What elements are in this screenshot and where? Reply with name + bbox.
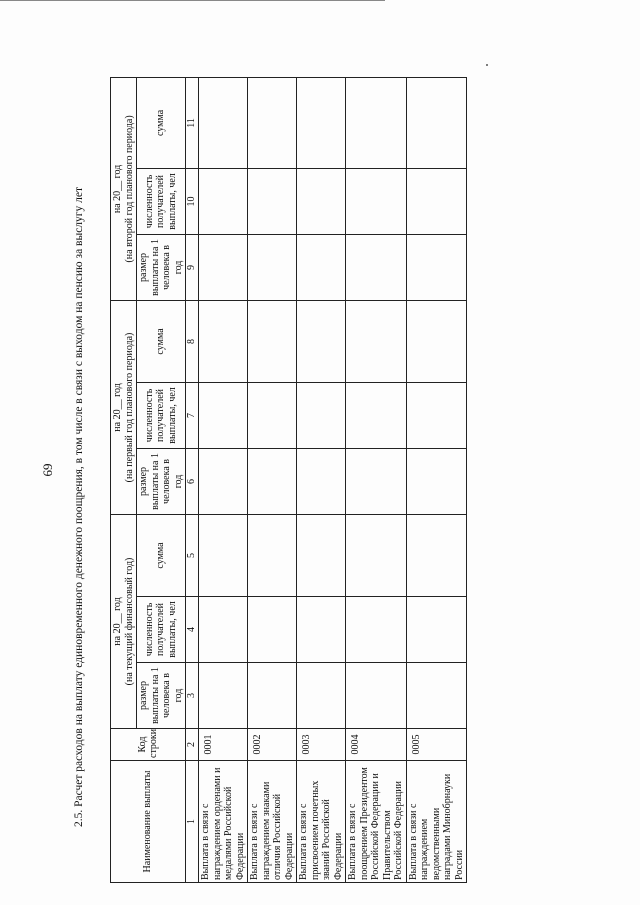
- data-cell: [248, 514, 297, 596]
- period-1-label: (на текущий финансовый год): [123, 557, 135, 686]
- col-num: 10: [186, 168, 199, 234]
- col-num: 1: [186, 761, 199, 883]
- data-cell: [248, 663, 297, 729]
- col-num: 3: [186, 663, 199, 729]
- period-2-year: на 20__ год: [112, 383, 123, 432]
- col-num: 8: [186, 300, 199, 382]
- page-number: 69: [40, 463, 55, 477]
- data-cell: [297, 663, 346, 729]
- data-cell: [199, 382, 248, 448]
- data-cell: [297, 448, 346, 514]
- data-cell: [248, 77, 297, 168]
- data-cell: [346, 514, 407, 596]
- row-code: 0005: [406, 729, 467, 761]
- sub-size-3: размер выплаты на 1 человека в год: [137, 234, 186, 300]
- row-name: Выплата в связи с награждением знаками отличия Российской Федерации: [248, 761, 297, 883]
- data-cell: [199, 514, 248, 596]
- data-cell: [297, 77, 346, 168]
- header-name: Наименование выплаты: [111, 761, 186, 883]
- data-cell: [346, 448, 407, 514]
- data-cell: [199, 77, 248, 168]
- data-cell: [248, 448, 297, 514]
- table-wrapper: [110, 78, 465, 883]
- table-row: [406, 77, 467, 882]
- row-name: Выплата в связи с поощрением Президентом Российской Федерации и Правительством Российской Федерации: [346, 761, 407, 883]
- data-cell: [406, 597, 467, 663]
- column-numbers-row: [186, 77, 199, 882]
- data-cell: [297, 300, 346, 382]
- data-cell: [346, 382, 407, 448]
- data-cell: [248, 382, 297, 448]
- row-name: Выплата в связи с присвоением почетных званий Российской Федерации: [297, 761, 346, 883]
- row-code: 0002: [248, 729, 297, 761]
- data-cell: [248, 234, 297, 300]
- data-cell: [346, 663, 407, 729]
- header-period-2: [111, 300, 137, 514]
- data-cell: [406, 448, 467, 514]
- col-num: 7: [186, 382, 199, 448]
- data-cell: [199, 597, 248, 663]
- row-code: 0003: [297, 729, 346, 761]
- col-num: 11: [186, 77, 199, 168]
- payout-table: [110, 77, 467, 883]
- data-cell: [406, 300, 467, 382]
- data-cell: [406, 382, 467, 448]
- row-name: Выплата в связи с награждением ведомственными наградами Минобрнауки России: [406, 761, 467, 883]
- sub-size-2: размер выплаты на 1 человека в год: [137, 448, 186, 514]
- data-cell: [199, 300, 248, 382]
- header-period-3: [111, 77, 137, 300]
- header-period-1: [111, 514, 137, 728]
- sub-count-3: численность получателей выплаты, чел: [137, 168, 186, 234]
- data-cell: [199, 663, 248, 729]
- data-cell: [248, 168, 297, 234]
- data-cell: [406, 514, 467, 596]
- data-cell: [199, 448, 248, 514]
- data-cell: [297, 234, 346, 300]
- section-title: 2.5. Расчет расходов на выплату единовременного денежного поощрения, в том числе в связи с выходом на пенсию за выслугу лет: [73, 186, 85, 828]
- header-code: Код строки: [111, 729, 186, 761]
- scan-speck: [486, 64, 488, 66]
- period-3-year: на 20__ год: [112, 164, 123, 214]
- period-1-year: на 20__ год: [112, 597, 123, 646]
- col-num: 9: [186, 234, 199, 300]
- col-num: 2: [186, 729, 199, 761]
- sub-sum-2: сумма: [137, 300, 186, 382]
- data-cell: [406, 234, 467, 300]
- data-cell: [297, 597, 346, 663]
- col-num: 6: [186, 448, 199, 514]
- table-row: [248, 77, 297, 882]
- data-cell: [346, 234, 407, 300]
- data-cell: [406, 663, 467, 729]
- sub-count-1: численность получателей выплаты, чел: [137, 597, 186, 663]
- top-rule: [0, 0, 385, 1]
- data-cell: [248, 300, 297, 382]
- data-cell: [406, 77, 467, 168]
- data-cell: [346, 597, 407, 663]
- data-cell: [346, 77, 407, 168]
- row-name: Выплата в связи с награждением орденами и медалями Российской Федерации: [199, 761, 248, 883]
- data-cell: [297, 514, 346, 596]
- period-3-label: (на второй год планового периода): [123, 115, 135, 263]
- table-row: [346, 77, 407, 882]
- row-code: 0004: [346, 729, 407, 761]
- header-row-1: [111, 77, 137, 882]
- data-cell: [248, 597, 297, 663]
- sub-count-2: численность получателей выплаты, чел: [137, 382, 186, 448]
- data-cell: [297, 382, 346, 448]
- data-cell: [199, 234, 248, 300]
- data-cell: [406, 168, 467, 234]
- data-cell: [297, 168, 346, 234]
- sub-sum-3: сумма: [137, 77, 186, 168]
- sub-size-1: размер выплаты на 1 человека в год: [137, 663, 186, 729]
- period-2-label: (на первый год планового периода): [123, 332, 135, 483]
- table-row: [199, 77, 248, 882]
- col-num: 4: [186, 597, 199, 663]
- data-cell: [346, 168, 407, 234]
- col-num: 5: [186, 514, 199, 596]
- sub-sum-1: сумма: [137, 514, 186, 596]
- table-row: [297, 77, 346, 882]
- row-code: 0001: [199, 729, 248, 761]
- data-cell: [199, 168, 248, 234]
- data-cell: [346, 300, 407, 382]
